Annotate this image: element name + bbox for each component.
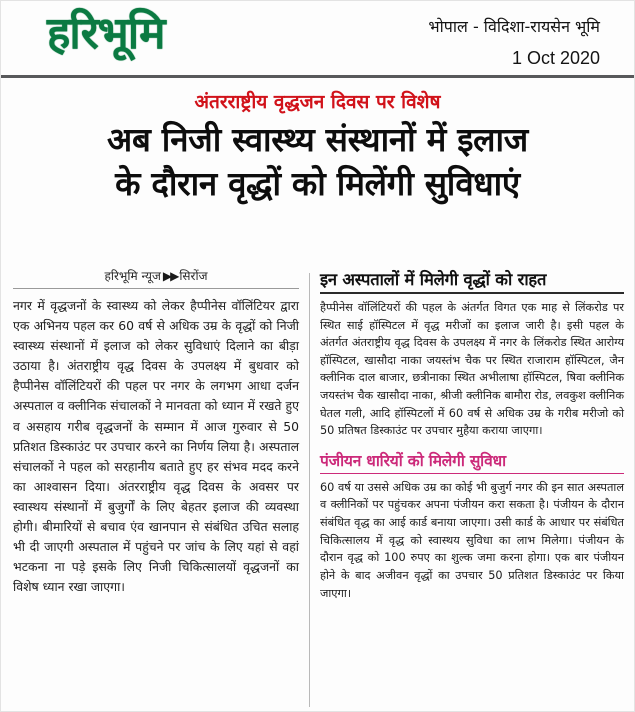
section-registration xyxy=(320,449,624,602)
headline-line-1: अब निजी स्वास्थ्य संस्थानों में इलाज xyxy=(107,120,528,159)
section-hospitals xyxy=(320,267,624,440)
right-column xyxy=(310,267,624,707)
section-hospitals-text: हैप्पीनेस वॉलिंटियरों की पहल के अंतर्गत विगत एक माह से लिंकरोड पर स्थित साई हॉस्पिटल में वृद्ध मरीजों का इलाज जारी है। इसी पहल के अंतर्गत अंतराष्ट्रीय वृद्ध दिवस के उपलक्ष्य में नगर के लिंकरोड स्थित आरोग्य हॉस्पिटल, खासौदा नाका जयस्तंभ चैक पर स्थित राजाराम हॉस्पिटल, जैन क्लीनिक दाल बाजार, छत्रीनाका स्थित अभीलाषा हॉस्पिटल, षिवा क्लीनिक जयस्तंभ चैक खासौदा नाका, श्रीजी क्लीनिक बामौरा रोड, लवकुश क्लीनिक घेतल गली, आदि हॉस्पिटलों में 60 वर्ष से अधिक उम्र के गरीब मरीजो को 50 प्रतिषत डिस्काउंट पर उपचार मुहैया कराया जाएगा। xyxy=(320,301,624,438)
edition-block xyxy=(428,9,608,73)
byline xyxy=(13,267,299,288)
left-column xyxy=(13,267,309,707)
publication-date: 1 Oct 2020 xyxy=(511,48,600,68)
section-registration-heading: पंजीयन धारियों को मिलेगी सुविधा xyxy=(320,449,624,474)
page-headline xyxy=(1,116,634,205)
article-columns xyxy=(1,267,634,707)
masthead xyxy=(1,1,634,73)
newspaper-logo: हरिभूमि xyxy=(47,8,165,59)
double-arrow-icon: ▶▶ xyxy=(162,269,178,283)
left-body-text: नगर में वृद्धजनों के स्वास्थ्य को लेकर हैप्पीनेस वॉलिंटियर द्वारा एक अभिनय पहल कर 60 वर्ष से अधिक उम्र के वृद्धों को निजी स्वास्थ्य संस्थानों में इलाज को लेकर सुविधाएं दिलाने का बीड़ा उठाया है। अंतराष्ट्रीय वृद्ध दिवस के उपलक्ष्य में बुधवार को हैप्पीनेस वॉलिंटियरों की पहल पर नगर के लगभग आधा दर्जन अस्पताल व क्लीनिक संचालकों ने मानवता को ध्यान में रखते हुए व असहाय गरीब वृद्धजनों के सम्मान में आज गुरुवार से 50 प्रतिशत डिस्काउंट पर उपचार करने का निर्णय लिया है। अस्पताल संचालकों ने पहल को सरहानीय बताते हुए हर संभव मदद करने का आश्वासन दिया। अंतरराष्ट्रीय वृद्ध दिवस के अवसर पर स्वास्थय संस्थानों में बुजुर्गों के लिए बेहतर इलाज की व्यवस्था होगी। बीमारियों से बचाव एंव खानपान से संबंधित उचित सलाह भी दी जाएगी अस्पताल में पहुंचने पर जांच के लिए यहां से वहां भटकना ना पड़े इसके लिए निजी चिकित्सालयों वृद्धजनों का विशेष ध्यान रखा जाएगा। xyxy=(13,298,299,595)
byline-source: हरिभूमि न्यूज xyxy=(104,269,161,283)
section-registration-text: 60 वर्ष या उससे अधिक उम्र का कोई भी बुजुर्ग नगर की इन सात अस्पताल व क्लीनिकों पर पहुंचकर अपना पंजीयन करा सकता है। पंजीयन के दौरान संबंधित वृद्ध का आई कार्ड बनाया जाएगा। उसी कार्ड के आधार पर संबंधित चिकित्सालय में वृद्ध को स्वास्थय सुविधा का लाभ मिलेगा। पंजीयन के दौरान वृद्ध को 100 रुपए का शुल्क जमा करना होगा। एक बार पंजीयन होने के बाद अजीवन वृद्धों का उपचार 50 प्रतिशत डिस्काउंट पर किया जाएगा। xyxy=(320,480,624,600)
edition-name: भोपाल - विदिशा-रायसेन भूमि xyxy=(428,17,600,36)
headline-kicker: अंतरराष्ट्रीय वृद्धजन दिवस पर विशेष xyxy=(194,91,441,113)
section-hospitals-heading: इन अस्पतालों में मिलेगी वृद्धों को राहत xyxy=(320,267,624,294)
headline-line-2: के दौरान वृद्धों को मिलेंगी सुविधाएं xyxy=(115,163,520,203)
byline-place: सिरोंज xyxy=(179,269,208,283)
byline-divider xyxy=(13,288,299,289)
